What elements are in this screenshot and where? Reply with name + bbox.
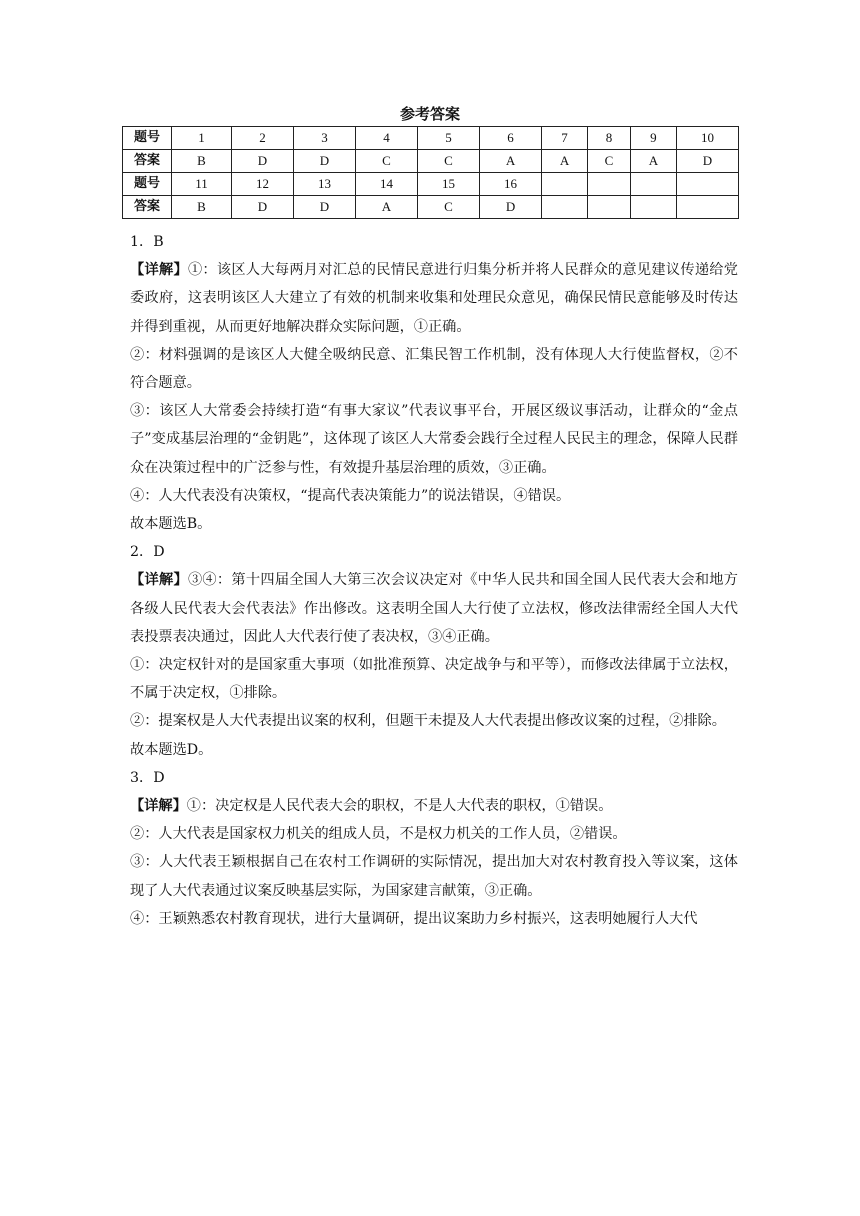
table-cell: 1 bbox=[172, 127, 232, 150]
table-cell: A bbox=[630, 150, 676, 173]
table-cell: D bbox=[231, 150, 293, 173]
q3-paragraph-4: ④：王颖熟悉农村教育现状，进行大量调研，提出议案助力乡村振兴，这表明她履行人大代 bbox=[130, 910, 698, 927]
table-row-header: 题号 bbox=[123, 173, 172, 196]
table-row bbox=[123, 173, 739, 196]
q1-paragraph-3: ③：该区人大常委会持续打造“有事大家议”代表议事平台，开展区级议事活动，让群众的“金点子”变成基层治理的“金钥匙”，这体现了该区人大常委会践行全过程人民民主的理念，保障人民群众在决策过程中的广泛参与性，有效提升基层治理的质效，③正确。 bbox=[130, 403, 738, 476]
table-cell: 12 bbox=[231, 173, 293, 196]
table-cell: B bbox=[172, 196, 232, 219]
q2-paragraph-3: ②：提案权是人大代表提出议案的权利，但题干未提及人大代表提出修改议案的过程，②排除。 bbox=[130, 713, 726, 730]
table-cell: 5 bbox=[417, 127, 479, 150]
explanations bbox=[130, 228, 738, 933]
table-cell: B bbox=[172, 150, 232, 173]
q3-detail-tag: 【详解】 bbox=[130, 798, 187, 815]
q2-paragraph-1: 【详解】③④：第十四届全国人大第三次会议决定对《中华人民共和国全国人民代表大会和地方各级人民代表大会代表法》作出修改。这表明全国人大行使了立法权，修改法律需经全国人大代表投票表决通过，因此人大代表行使了表决权，③④正确。 bbox=[130, 572, 738, 645]
table-cell bbox=[588, 196, 631, 219]
table-cell: 14 bbox=[355, 173, 417, 196]
table-cell: C bbox=[417, 196, 479, 219]
q1-paragraph-2: ②：材料强调的是该区人大健全吸纳民意、汇集民智工作机制，没有体现人大行使监督权，②不符合题意。 bbox=[130, 346, 738, 392]
q1-paragraph-4: ④：人大代表没有决策权，“提高代表决策能力”的说法错误，④错误。 bbox=[130, 487, 571, 504]
table-cell: D bbox=[676, 150, 738, 173]
table-row bbox=[123, 127, 739, 150]
table-cell: D bbox=[293, 196, 355, 219]
table-cell: 10 bbox=[676, 127, 738, 150]
q1-paragraph-1: 【详解】①：该区人大每两月对汇总的民情民意进行归集分析并将人民群众的意见建议传递给党委政府，这表明该区人大建立了有效的机制来收集和处理民众意见，确保民情民意能够及时传达并得到重视，从而更好地解决群众实际问题，①正确。 bbox=[130, 262, 738, 335]
table-cell: A bbox=[480, 150, 542, 173]
table-cell: C bbox=[355, 150, 417, 173]
table-cell bbox=[542, 173, 588, 196]
table-cell: A bbox=[542, 150, 588, 173]
table-cell bbox=[630, 173, 676, 196]
table-cell: D bbox=[480, 196, 542, 219]
table-row-header: 答案 bbox=[123, 150, 172, 173]
page-title: 参考答案 bbox=[399, 105, 460, 123]
table-cell: D bbox=[231, 196, 293, 219]
table-cell bbox=[676, 196, 738, 219]
q3-paragraph-1: 【详解】①：决定权是人民代表大会的职权，不是人大代表的职权，①错误。 bbox=[130, 798, 613, 815]
table-cell: A bbox=[355, 196, 417, 219]
table-cell: 3 bbox=[293, 127, 355, 150]
table-row-header: 题号 bbox=[123, 127, 172, 150]
table-cell: C bbox=[588, 150, 631, 173]
answer-table bbox=[122, 126, 739, 219]
table-cell bbox=[588, 173, 631, 196]
table-row bbox=[123, 150, 739, 173]
q3-heading: 3．D bbox=[130, 769, 165, 786]
table-cell bbox=[630, 196, 676, 219]
table-cell bbox=[676, 173, 738, 196]
table-cell: 2 bbox=[231, 127, 293, 150]
q1-detail-tag: 【详解】 bbox=[130, 262, 188, 279]
q1-heading: 1．B bbox=[130, 234, 164, 250]
q1-conclusion: 故本题选B。 bbox=[130, 516, 212, 533]
q3-paragraph-2: ②：人大代表是国家权力机关的组成人员，不是权力机关的工作人员，②错误。 bbox=[130, 826, 627, 843]
table-cell: 4 bbox=[355, 127, 417, 150]
table-row bbox=[123, 196, 739, 219]
table-cell: 6 bbox=[480, 127, 542, 150]
table-cell: 11 bbox=[172, 173, 232, 196]
q2-detail-tag: 【详解】 bbox=[130, 572, 188, 589]
q2-paragraph-2: ①：决定权针对的是国家重大事项（如批准预算、决定战争与和平等），而修改法律属于立法权，不属于决定权，①排除。 bbox=[130, 657, 738, 702]
table-cell: 9 bbox=[630, 127, 676, 150]
q2-conclusion: 故本题选D。 bbox=[130, 741, 213, 758]
table-cell: D bbox=[293, 150, 355, 173]
table-cell: 7 bbox=[542, 127, 588, 150]
table-cell: 13 bbox=[293, 173, 355, 196]
table-row-header: 答案 bbox=[123, 196, 172, 219]
table-cell: 8 bbox=[588, 127, 631, 150]
table-cell: 15 bbox=[417, 173, 479, 196]
table-cell bbox=[542, 196, 588, 219]
q2-heading: 2．D bbox=[130, 544, 165, 561]
table-cell: 16 bbox=[480, 173, 542, 196]
q3-paragraph-3: ③：人大代表王颖根据自己在农村工作调研的实际情况，提出加大对农村教育投入等议案，这体现了人大代表通过议案反映基层实际，为国家建言献策，③正确。 bbox=[130, 854, 738, 899]
table-cell: C bbox=[417, 150, 479, 173]
